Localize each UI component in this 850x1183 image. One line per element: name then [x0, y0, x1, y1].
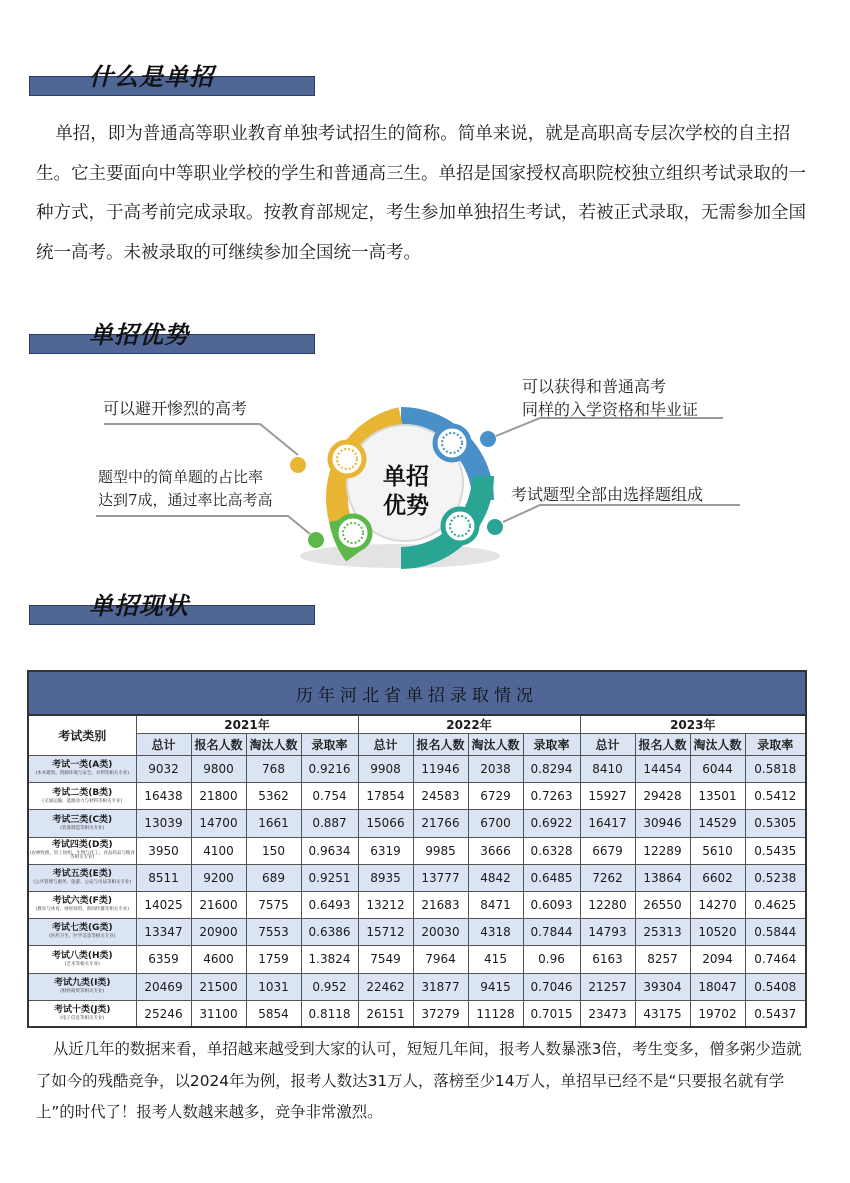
table-row [28, 837, 806, 864]
category-name: 考试五类(E类) [52, 869, 112, 880]
table-cell: 6679 [580, 837, 635, 864]
table-cell: 31877 [413, 973, 468, 1000]
table-cell: 0.887 [301, 810, 358, 837]
table-cell: 14529 [690, 810, 745, 837]
category-name: 考试九类(I类) [53, 977, 111, 988]
heading-title: 什么是单招 [89, 63, 214, 91]
category-name: 考试十类(J类) [53, 1004, 111, 1015]
category-subtitle: (医药卫生、医学美容等相关专业) [48, 934, 116, 940]
category-cell [28, 837, 136, 864]
table-cell: 16417 [580, 810, 635, 837]
column-header: 淘汰人数 [246, 734, 301, 756]
table-cell: 8410 [580, 756, 635, 783]
dot-icon [480, 431, 496, 447]
column-header: 报名人数 [413, 734, 468, 756]
table-cell: 0.6922 [523, 810, 580, 837]
dot-icon [487, 519, 503, 535]
table-cell: 6602 [690, 864, 745, 891]
column-header: 总计 [136, 734, 191, 756]
category-cell [28, 1000, 136, 1027]
table-cell: 1.3824 [301, 946, 358, 973]
table-cell: 0.7046 [523, 973, 580, 1000]
category-name: 考试七类(G类) [51, 923, 113, 934]
table-cell: 9415 [468, 973, 523, 1000]
gear-icon [330, 442, 364, 476]
column-header: 报名人数 [635, 734, 690, 756]
table-cell: 0.6485 [523, 864, 580, 891]
table-cell: 7549 [358, 946, 413, 973]
table-cell: 17854 [358, 783, 413, 810]
table-cell: 0.9216 [301, 756, 358, 783]
table-cell: 21683 [413, 891, 468, 918]
table-cell: 0.5818 [745, 756, 806, 783]
category-subtitle: (教育与体育、财经商贸、新闻传播等相关专业) [35, 907, 129, 913]
table-cell: 5610 [690, 837, 745, 864]
category-subtitle: (艺术等相关专业) [64, 961, 100, 967]
table-cell: 14454 [635, 756, 690, 783]
table-cell: 9200 [191, 864, 246, 891]
table-cell: 0.8118 [301, 1000, 358, 1027]
table-cell: 12289 [635, 837, 690, 864]
table-cell: 20469 [136, 973, 191, 1000]
table-cell: 9985 [413, 837, 468, 864]
advantage-item: 考试题型全部由选择题组成 [511, 485, 704, 504]
category-subtitle: (农林牧渔、轻工纺织、生物与化工、食品药品与粮食等相关专业) [29, 850, 135, 861]
category-cell [28, 946, 136, 973]
table-cell: 43175 [635, 1000, 690, 1027]
table-cell: 8511 [136, 864, 191, 891]
table-cell: 13039 [136, 810, 191, 837]
table-cell: 29428 [635, 783, 690, 810]
table-cell: 1661 [246, 810, 301, 837]
table-cell: 20900 [191, 919, 246, 946]
table-cell: 31100 [191, 1000, 246, 1027]
table-cell: 21800 [191, 783, 246, 810]
table-cell: 13864 [635, 864, 690, 891]
column-header: 录取率 [745, 734, 806, 756]
category-cell [28, 973, 136, 1000]
table-cell: 4318 [468, 919, 523, 946]
table-cell: 21257 [580, 973, 635, 1000]
table-cell: 14700 [191, 810, 246, 837]
advantage-item: 题型中的简单题的占比率 达到7成，通过率比高考高 [98, 468, 273, 509]
gear-icon [435, 426, 469, 460]
table-cell: 26550 [635, 891, 690, 918]
table-cell: 0.6386 [301, 919, 358, 946]
table-cell: 11946 [413, 756, 468, 783]
table-cell: 25313 [635, 919, 690, 946]
table-cell: 5854 [246, 1000, 301, 1027]
table-cell: 5362 [246, 783, 301, 810]
category-cell [28, 810, 136, 837]
table-cell: 15066 [358, 810, 413, 837]
table-cell: 1759 [246, 946, 301, 973]
category-name: 考试三类(C类) [52, 814, 113, 825]
table-title: 历年河北省单招录取情况 [28, 671, 806, 715]
heading-title: 单招优势 [89, 321, 189, 349]
table-cell: 0.6493 [301, 891, 358, 918]
table-cell: 6700 [468, 810, 523, 837]
category-subtitle: (交通运输、能源动力与材料等相关专业) [42, 798, 123, 804]
category-subtitle: (电子信息等相关专业) [60, 1015, 105, 1021]
table-cell: 1031 [246, 973, 301, 1000]
table-cell: 39304 [635, 973, 690, 1000]
table-cell: 6359 [136, 946, 191, 973]
column-header: 总计 [358, 734, 413, 756]
table-cell: 21766 [413, 810, 468, 837]
table-cell: 0.5412 [745, 783, 806, 810]
table-cell: 15712 [358, 919, 413, 946]
table-cell: 768 [246, 756, 301, 783]
table-cell: 13212 [358, 891, 413, 918]
table-cell: 689 [246, 864, 301, 891]
table-cell: 7262 [580, 864, 635, 891]
category-name: 考试八类(H类) [51, 950, 113, 961]
table-row [28, 1000, 806, 1027]
year-header: 2022年 [358, 715, 580, 734]
table-cell: 8935 [358, 864, 413, 891]
category-subtitle: (财经商贸等相关专业) [60, 988, 105, 994]
table-cell: 0.5844 [745, 919, 806, 946]
table-cell: 14270 [690, 891, 745, 918]
advantage-item: 可以获得和普通高考 同样的入学资格和毕业证 [522, 377, 699, 419]
table-cell: 2094 [690, 946, 745, 973]
table-cell: 20030 [413, 919, 468, 946]
table-cell: 7964 [413, 946, 468, 973]
column-header: 淘汰人数 [468, 734, 523, 756]
table-cell: 11128 [468, 1000, 523, 1027]
category-header: 考试类别 [28, 715, 136, 756]
table-cell: 16438 [136, 783, 191, 810]
table-row [28, 891, 806, 918]
table-cell: 0.9251 [301, 864, 358, 891]
table-cell: 18047 [690, 973, 745, 1000]
table-cell: 0.9634 [301, 837, 358, 864]
table-cell: 4842 [468, 864, 523, 891]
section-heading-status [29, 587, 315, 625]
dot-icon [290, 457, 306, 473]
table-row [28, 973, 806, 1000]
table-cell: 0.754 [301, 783, 358, 810]
table-cell: 7553 [246, 919, 301, 946]
table-cell: 150 [246, 837, 301, 864]
table-cell: 415 [468, 946, 523, 973]
table-cell: 10520 [690, 919, 745, 946]
table-cell: 0.5437 [745, 1000, 806, 1027]
table-cell: 6729 [468, 783, 523, 810]
table-cell: 0.5435 [745, 837, 806, 864]
table-cell: 0.7464 [745, 946, 806, 973]
column-header: 报名人数 [191, 734, 246, 756]
category-cell [28, 891, 136, 918]
table-cell: 13347 [136, 919, 191, 946]
table-cell: 0.7263 [523, 783, 580, 810]
table-cell: 26151 [358, 1000, 413, 1027]
status-paragraph: 从近几年的数据来看，单招越来越受到大家的认可，短短几年间，报考人数暴涨3倍，考生变多，僧多粥少造就了如今的残酷竞争，以2024年为例，报考人数达31万人，落榜至少14万人，单招早已经不是“只要报名就有学上”的时代了！报考人数越来越多，竞争非常激烈。 [36, 1040, 802, 1121]
table-cell: 0.6328 [523, 837, 580, 864]
table-cell: 22462 [358, 973, 413, 1000]
table-cell: 13501 [690, 783, 745, 810]
table-cell: 25246 [136, 1000, 191, 1027]
table-cell: 0.5238 [745, 864, 806, 891]
table-cell: 6044 [690, 756, 745, 783]
column-header: 录取率 [301, 734, 358, 756]
category-subtitle: (木木建筑、资源环境与安全、水利等相关专业) [35, 771, 129, 777]
table-cell: 21600 [191, 891, 246, 918]
table-cell: 0.96 [523, 946, 580, 973]
table-cell: 8257 [635, 946, 690, 973]
table-cell: 3666 [468, 837, 523, 864]
category-name: 考试六类(F类) [52, 896, 112, 907]
table-cell: 21500 [191, 973, 246, 1000]
year-header: 2021年 [136, 715, 358, 734]
table-cell: 6319 [358, 837, 413, 864]
category-cell [28, 783, 136, 810]
table-cell: 0.8294 [523, 756, 580, 783]
table-cell: 4100 [191, 837, 246, 864]
category-cell [28, 864, 136, 891]
column-header: 淘汰人数 [690, 734, 745, 756]
table-row [28, 864, 806, 891]
table-cell: 0.7015 [523, 1000, 580, 1027]
table-cell: 9032 [136, 756, 191, 783]
category-subtitle: (公共管理与服务、旅游、公安与司法等相关专业) [33, 880, 132, 886]
category-name: 考试四类(D类) [51, 839, 113, 850]
table-cell: 3950 [136, 837, 191, 864]
table-cell: 12280 [580, 891, 635, 918]
table-cell: 0.7844 [523, 919, 580, 946]
table-row [28, 756, 806, 783]
year-header: 2023年 [580, 715, 806, 734]
table-cell: 0.5305 [745, 810, 806, 837]
category-name: 考试二类(B类) [52, 787, 113, 798]
heading-title: 单招现状 [89, 592, 189, 620]
table-row [28, 946, 806, 973]
table-cell: 0.4625 [745, 891, 806, 918]
table-cell: 2038 [468, 756, 523, 783]
table-cell: 19702 [690, 1000, 745, 1027]
advantage-item: 可以避开惨烈的高考 [103, 399, 248, 418]
what-is-paragraph: 单招，即为普通高等职业教育单独考试招生的简称。简单来说，就是高职高专层次学校的自主招生。它主要面向中等职业学校的学生和普通高三生。单招是国家授权高职院校独立组织考试录取的一种方式，于高考前完成录取。按教育部规定，考生参加单独招生考试，若被正式录取，无需参加全国统一高考。未被录取的可继续参加全国统一高考。 [36, 124, 806, 263]
dot-icon [308, 532, 324, 548]
table-cell: 14025 [136, 891, 191, 918]
column-header: 录取率 [523, 734, 580, 756]
category-cell [28, 919, 136, 946]
table-cell: 0.952 [301, 973, 358, 1000]
table-cell: 15927 [580, 783, 635, 810]
category-subtitle: (装备制造等相关专业) [60, 825, 105, 831]
category-name: 考试一类(A类) [52, 760, 113, 771]
table-cell: 13777 [413, 864, 468, 891]
advantages-center-label: 单招 优势 [383, 463, 429, 519]
table-row [28, 783, 806, 810]
table-cell: 6163 [580, 946, 635, 973]
gear-icon [443, 509, 477, 543]
table-cell: 7575 [246, 891, 301, 918]
table-cell: 24583 [413, 783, 468, 810]
admission-stats-table [27, 670, 807, 1028]
table-cell: 8471 [468, 891, 523, 918]
table-cell: 4600 [191, 946, 246, 973]
table-cell: 0.5408 [745, 973, 806, 1000]
table-cell: 9800 [191, 756, 246, 783]
table-cell: 9908 [358, 756, 413, 783]
column-header: 总计 [580, 734, 635, 756]
table-row [28, 810, 806, 837]
table-cell: 30946 [635, 810, 690, 837]
table-cell: 0.6093 [523, 891, 580, 918]
table-row [28, 919, 806, 946]
category-cell [28, 756, 136, 783]
table-cell: 23473 [580, 1000, 635, 1027]
gear-icon [336, 516, 370, 550]
table-cell: 14793 [580, 919, 635, 946]
table-cell: 37279 [413, 1000, 468, 1027]
